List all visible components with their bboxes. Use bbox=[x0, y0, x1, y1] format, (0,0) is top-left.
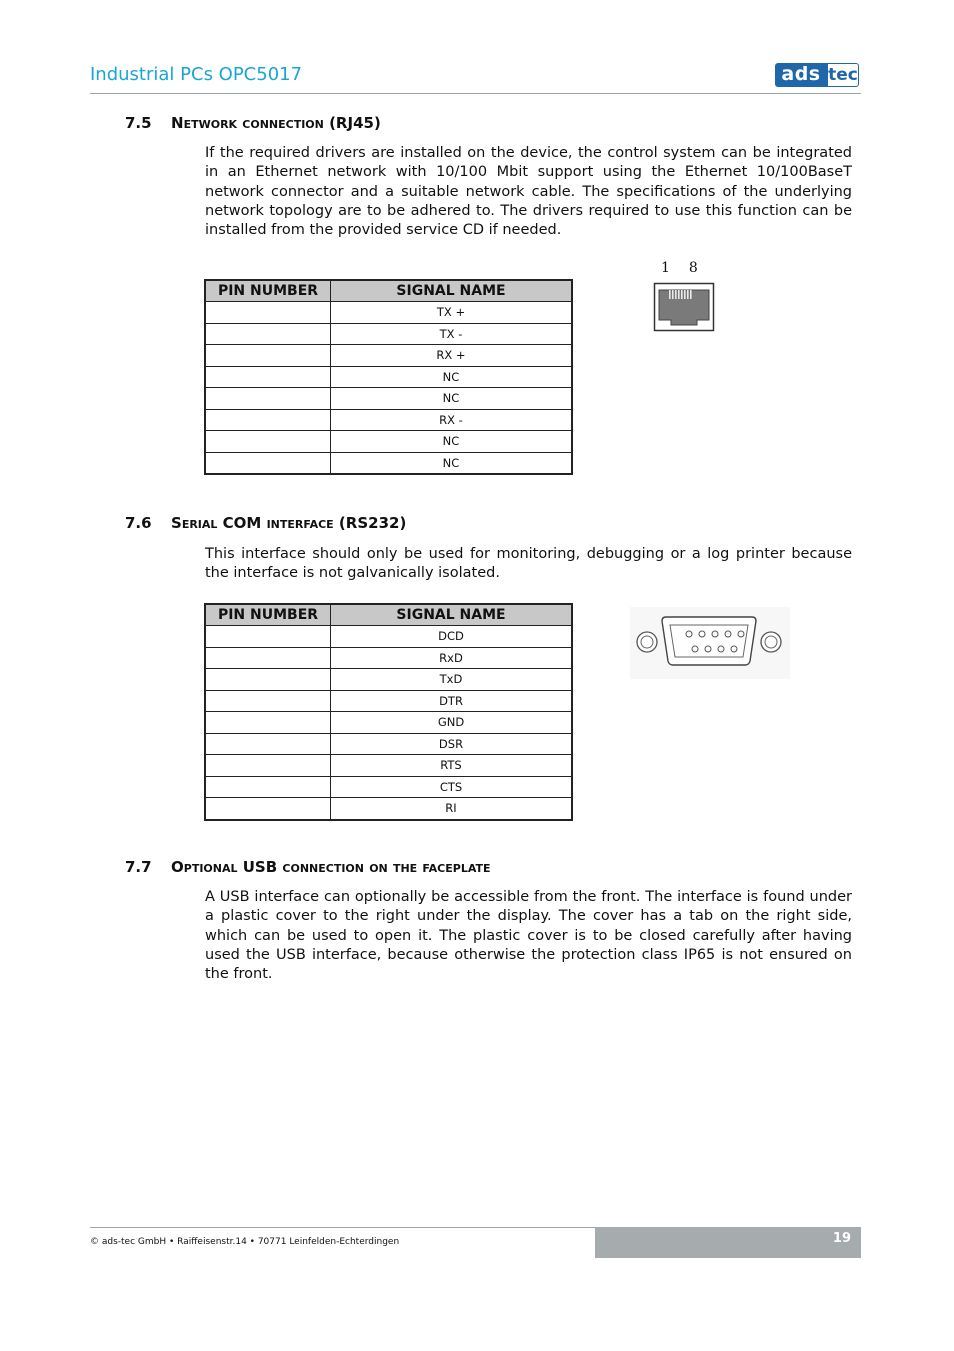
pin-number-cell bbox=[205, 431, 331, 453]
signal-name-cell: NC bbox=[331, 388, 573, 410]
table-row bbox=[205, 323, 572, 345]
section-paragraph: If the required drivers are installed on the device, the control system can be integrated in an Ethernet network with 10/100 Mbit support using the Ethernet 10/100BaseT network connector and a suitable network cable. The specifications of the underlying network topology are to be adhered to. The drivers required to use this function can be installed from the provided service CD if needed. bbox=[205, 145, 852, 239]
table-row bbox=[205, 712, 572, 734]
table-header-row bbox=[205, 604, 572, 626]
pin-number-header: PIN NUMBER bbox=[205, 280, 331, 302]
pin-number-cell bbox=[205, 345, 331, 367]
pin-number-cell bbox=[205, 626, 331, 648]
pin-number-header: PIN NUMBER bbox=[205, 604, 331, 626]
signal-name-cell: RTS bbox=[331, 755, 573, 777]
signal-name-cell: DTR bbox=[331, 690, 573, 712]
table-row bbox=[205, 366, 572, 388]
section-paragraph: This interface should only be used for monitoring, debugging or a log printer because the interface is not galvanically isolated. bbox=[205, 546, 852, 582]
table-row bbox=[205, 409, 572, 431]
section-title-part: ptional bbox=[183, 858, 238, 876]
section-heading-7-6 bbox=[125, 514, 406, 532]
table-row bbox=[205, 776, 572, 798]
pin-number-cell bbox=[205, 690, 331, 712]
pin-number-cell bbox=[205, 798, 331, 820]
logo-ads-text: ads bbox=[775, 63, 827, 87]
table-row bbox=[205, 733, 572, 755]
signal-name-cell: TX - bbox=[331, 323, 573, 345]
pin-label-first: 1 bbox=[661, 260, 670, 276]
db9-connector-icon bbox=[630, 607, 790, 679]
section-title bbox=[171, 514, 406, 532]
pin-number-cell bbox=[205, 302, 331, 324]
logo-tec-text: tec bbox=[828, 65, 858, 85]
signal-name-cell: NC bbox=[331, 366, 573, 388]
signal-name-cell: NC bbox=[331, 452, 573, 474]
pin-number-cell bbox=[205, 712, 331, 734]
section-title-part: erial bbox=[181, 514, 218, 532]
signal-name-cell: DSR bbox=[331, 733, 573, 755]
section-paragraph: A USB interface can optionally be accessible from the front. The interface is found under a plastic cover to the right under the display. The cover has a tab on the right side, which can be used to open it. The plastic cover is to be closed carefully after having used the USB interface, because otherwise the protection class IP65 is not ensured on the front. bbox=[205, 889, 852, 983]
ads-tec-logo bbox=[775, 63, 859, 87]
section-title bbox=[171, 114, 381, 132]
table-row bbox=[205, 345, 572, 367]
signal-name-cell: DCD bbox=[331, 626, 573, 648]
pin-number-cell bbox=[205, 733, 331, 755]
signal-name-cell: RxD bbox=[331, 647, 573, 669]
pin-number-cell bbox=[205, 452, 331, 474]
table-row bbox=[205, 690, 572, 712]
table-row bbox=[205, 302, 572, 324]
signal-name-cell: RI bbox=[331, 798, 573, 820]
section-number: 7.6 bbox=[125, 514, 152, 532]
section-heading-7-7 bbox=[125, 858, 491, 876]
table-row bbox=[205, 431, 572, 453]
pin-label-last: 8 bbox=[688, 260, 698, 276]
pin-number-cell bbox=[205, 323, 331, 345]
pin-number-cell bbox=[205, 388, 331, 410]
table-row bbox=[205, 452, 572, 474]
page-number: 19 bbox=[832, 1231, 851, 1246]
table-header-row bbox=[205, 280, 572, 302]
table-row bbox=[205, 755, 572, 777]
signal-name-cell: CTS bbox=[331, 776, 573, 798]
section-title-part: COM bbox=[217, 514, 267, 532]
table-row bbox=[205, 388, 572, 410]
header-divider bbox=[90, 93, 861, 94]
table-row bbox=[205, 669, 572, 691]
rj45-connector-icon bbox=[653, 282, 715, 332]
pin-number-cell bbox=[205, 776, 331, 798]
section-title-part: connection on the faceplate bbox=[282, 858, 491, 876]
section-title-part: etwork connection bbox=[183, 114, 324, 132]
pin-number-cell bbox=[205, 647, 331, 669]
section-title bbox=[171, 858, 491, 876]
pin-number-cell bbox=[205, 366, 331, 388]
pin-number-cell bbox=[205, 755, 331, 777]
pin-number-cell bbox=[205, 409, 331, 431]
footer-copyright: © ads-tec GmbH • Raiffeisenstr.14 • 70771 Leinfelden-Echterdingen bbox=[90, 1237, 400, 1247]
page-number-box bbox=[595, 1227, 861, 1258]
section-title-part: USB bbox=[237, 858, 283, 876]
section-number: 7.5 bbox=[125, 114, 152, 132]
section-title-part: N bbox=[171, 114, 184, 132]
table-row bbox=[205, 798, 572, 820]
signal-name-header: SIGNAL NAME bbox=[331, 280, 573, 302]
signal-name-cell: RX - bbox=[331, 409, 573, 431]
footer-divider bbox=[90, 1227, 595, 1228]
rj45-pin-labels bbox=[661, 260, 698, 276]
table-row bbox=[205, 647, 572, 669]
section-title-part: S bbox=[171, 514, 182, 532]
signal-name-cell: GND bbox=[331, 712, 573, 734]
section-number: 7.7 bbox=[125, 858, 152, 876]
document-title: Industrial PCs OPC5017 bbox=[90, 64, 303, 85]
signal-name-cell: TxD bbox=[331, 669, 573, 691]
section-title-part: O bbox=[171, 858, 184, 876]
table-row bbox=[205, 626, 572, 648]
signal-name-cell: TX + bbox=[331, 302, 573, 324]
section-title-part: (RJ45) bbox=[323, 114, 381, 132]
signal-name-cell: NC bbox=[331, 431, 573, 453]
section-heading-7-5 bbox=[125, 114, 381, 132]
rj45-pin-table bbox=[204, 279, 573, 475]
pin-number-cell bbox=[205, 669, 331, 691]
signal-name-header: SIGNAL NAME bbox=[331, 604, 573, 626]
section-title-part: (RS232) bbox=[333, 514, 407, 532]
signal-name-cell: RX + bbox=[331, 345, 573, 367]
rs232-pin-table bbox=[204, 603, 573, 821]
section-title-part: interface bbox=[266, 514, 334, 532]
